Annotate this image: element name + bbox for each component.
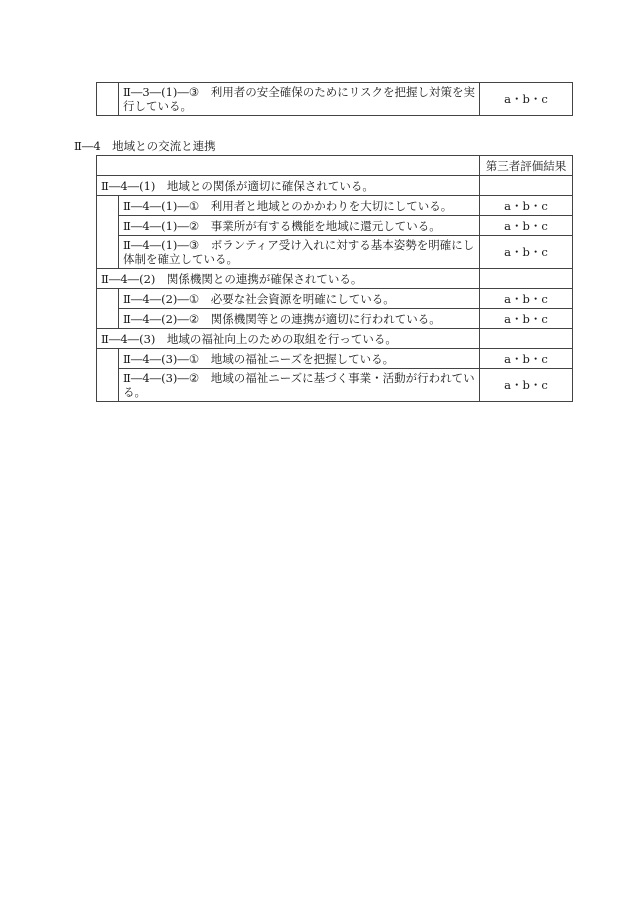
group-label: Ⅱ―4―(1) 地域との関係が適切に確保されている。 xyxy=(97,176,480,196)
rating-options: a・b・c xyxy=(480,236,573,269)
header-row xyxy=(97,156,573,176)
table-row xyxy=(97,289,573,309)
indent-cell xyxy=(97,196,119,216)
group-label: Ⅱ―4―(3) 地域の福祉向上のための取組を行っている。 xyxy=(97,329,480,349)
group-blank-cell xyxy=(480,269,573,289)
indent-cell xyxy=(97,236,119,269)
item-text: Ⅱ―4―(1)―① 利用者と地域とのかかわりを大切にしている。 xyxy=(119,196,480,216)
group-row xyxy=(97,176,573,196)
table-row xyxy=(97,83,573,116)
result-header: 第三者評価結果 xyxy=(480,156,573,176)
rating-options: a・b・c xyxy=(480,83,573,116)
group-label: Ⅱ―4―(2) 関係機関との連携が確保されている。 xyxy=(97,269,480,289)
rating-options: a・b・c xyxy=(480,309,573,329)
indent-cell xyxy=(97,309,119,329)
section-title: Ⅱ―4 地域との交流と連携 xyxy=(74,139,216,153)
header-blank-cell xyxy=(97,156,480,176)
table-row xyxy=(97,309,573,329)
item-text: Ⅱ―4―(3)―② 地域の福祉ニーズに基づく事業・活動が行われている。 xyxy=(119,369,480,402)
table-row xyxy=(97,349,573,369)
group-row xyxy=(97,329,573,349)
indent-cell xyxy=(97,83,119,116)
indent-cell xyxy=(97,289,119,309)
top-evaluation-table xyxy=(96,82,573,116)
table-row xyxy=(97,369,573,402)
rating-options: a・b・c xyxy=(480,369,573,402)
item-text: Ⅱ―4―(2)―① 必要な社会資源を明確にしている。 xyxy=(119,289,480,309)
rating-options: a・b・c xyxy=(480,349,573,369)
indent-cell xyxy=(97,369,119,402)
item-text: Ⅱ―4―(3)―① 地域の福祉ニーズを把握している。 xyxy=(119,349,480,369)
indent-cell xyxy=(97,216,119,236)
item-text: Ⅱ―4―(1)―② 事業所が有する機能を地域に還元している。 xyxy=(119,216,480,236)
rating-options: a・b・c xyxy=(480,196,573,216)
evaluation-table xyxy=(96,155,573,402)
group-blank-cell xyxy=(480,329,573,349)
table-row xyxy=(97,196,573,216)
rating-options: a・b・c xyxy=(480,289,573,309)
indent-cell xyxy=(97,349,119,369)
table-row xyxy=(97,216,573,236)
item-text: Ⅱ―4―(1)―③ ボランティア受け入れに対する基本姿勢を明確にし体制を確立している。 xyxy=(119,236,480,269)
item-text: Ⅱ―3―(1)―③ 利用者の安全確保のためにリスクを把握し対策を実行している。 xyxy=(119,83,480,116)
rating-options: a・b・c xyxy=(480,216,573,236)
group-row xyxy=(97,269,573,289)
table-row xyxy=(97,236,573,269)
item-text: Ⅱ―4―(2)―② 関係機関等との連携が適切に行われている。 xyxy=(119,309,480,329)
group-blank-cell xyxy=(480,176,573,196)
